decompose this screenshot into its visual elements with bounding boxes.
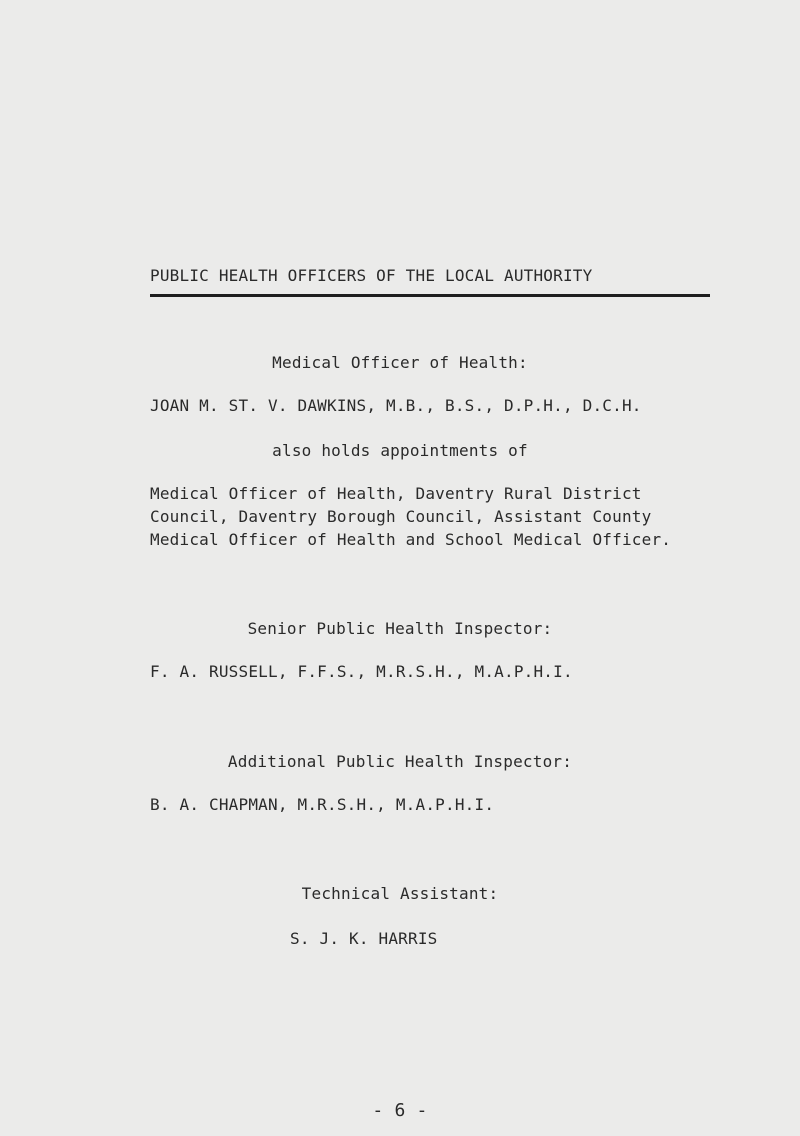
section-title-moh: Medical Officer of Health: [272, 353, 528, 372]
appointments-note: also holds appointments of [272, 441, 528, 460]
section-title-senior-inspector: Senior Public Health Inspector: [247, 619, 553, 638]
officer-name-additional-inspector: B. A. CHAPMAN, M.R.S.H., M.A.P.H.I. [150, 795, 495, 814]
officer-name-senior-inspector: F. A. RUSSELL, F.F.S., M.R.S.H., M.A.P.H.I. [150, 662, 573, 681]
section-title-additional-inspector: Additional Public Health Inspector: [227, 752, 573, 771]
document-heading: PUBLIC HEALTH OFFICERS OF THE LOCAL AUTHORITY [150, 266, 593, 285]
officer-name-technical-assistant: S. J. K. HARRIS [290, 929, 438, 948]
appointments-line-3: Medical Officer of Health and School Medical Officer. [150, 530, 672, 549]
appointments-line-1: Medical Officer of Health, Daventry Rural District [150, 484, 642, 503]
appointments-line-2: Council, Daventry Borough Council, Assistant County [150, 507, 652, 526]
officer-name-moh: JOAN M. ST. V. DAWKINS, M.B., B.S., D.P.H., D.C.H. [150, 396, 642, 415]
heading-underline [150, 294, 710, 297]
section-title-technical-assistant: Technical Assistant: [301, 884, 499, 903]
page-number: - 6 - [372, 1100, 428, 1121]
